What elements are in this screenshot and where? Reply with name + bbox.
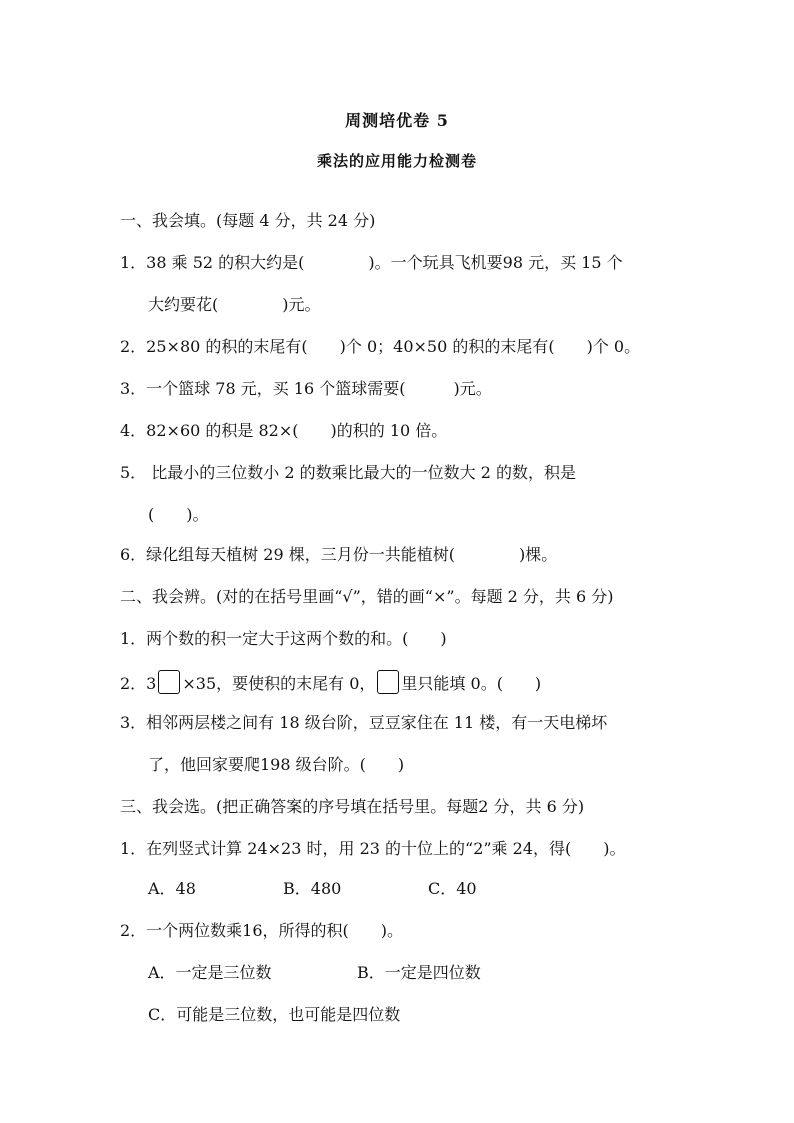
- s1-question-2: 2．25×80 的积的末尾有( )个 0；40×50 的积的末尾有( )个 0。: [120, 337, 641, 356]
- s2-q2-prefix: 2．3: [120, 674, 157, 693]
- s2-question-3-line-1: 3．相邻两层楼之间有 18 级台阶，豆豆家住在 11 楼，有一天电梯坏: [120, 713, 608, 732]
- s1-question-6: 6．绿化组每天植树 29 棵，三月份一共能植树( )棵。: [120, 545, 558, 564]
- section-3-header: 三、我会选。(把正确答案的序号填在括号里。每题2 分，共 6 分): [120, 797, 585, 816]
- s3-q1-option-c: C．40: [428, 879, 477, 898]
- s3-q2-option-b: B．一定是四位数: [357, 963, 481, 982]
- section-1-header: 一、我会填。(每题 4 分，共 24 分): [120, 211, 376, 230]
- s3-q2-option-c: C．可能是三位数，也可能是四位数: [148, 1005, 401, 1024]
- section-2-header: 二、我会辨。(对的在括号里画“√”，错的画“×”。每题 2 分，共 6 分): [120, 587, 614, 606]
- s2-question-1: 1．两个数的积一定大于这两个数的和。( ): [120, 629, 447, 648]
- s2-q2-suffix: 里只能填 0。( ): [401, 674, 542, 693]
- s1-question-1-line-2: 大约要花( )元。: [148, 295, 321, 314]
- page-title: 周测培优卷 5: [345, 111, 449, 130]
- s3-q1-option-b: B．480: [283, 879, 342, 898]
- s3-q1-option-a: A．48: [148, 879, 196, 898]
- s1-question-1-line-1: 1．38 乘 52 的积大约是( )。一个玩具飞机要98 元，买 15 个: [120, 253, 623, 272]
- s1-question-4: 4．82×60 的积是 82×( )的积的 10 倍。: [120, 421, 448, 440]
- s1-question-3: 3．一个篮球 78 元，买 16 个篮球需要( )元。: [120, 379, 492, 398]
- digit-box: [158, 670, 180, 694]
- s2-question-3-line-2: 了，他回家要爬198 级台阶。( ): [148, 755, 405, 774]
- digit-box: [377, 670, 399, 694]
- s3-q2-option-a: A．一定是三位数: [148, 963, 272, 982]
- s1-question-5-line-2: ( )。: [148, 505, 209, 524]
- s3-question-2: 2．一个两位数乘16，所得的积( )。: [120, 921, 404, 940]
- s2-question-2: [120, 670, 541, 695]
- s1-question-5-line-1: 5． 比最小的三位数小 2 的数乘比最大的一位数大 2 的数，积是: [120, 463, 576, 482]
- s2-q2-middle: ×35，要使积的末尾有 0，: [182, 674, 376, 693]
- s3-question-1: 1．在列竖式计算 24×23 时，用 23 的十位上的“2”乘 24，得( )。: [120, 839, 626, 858]
- page-subtitle: 乘法的应用能力检测卷: [316, 152, 477, 170]
